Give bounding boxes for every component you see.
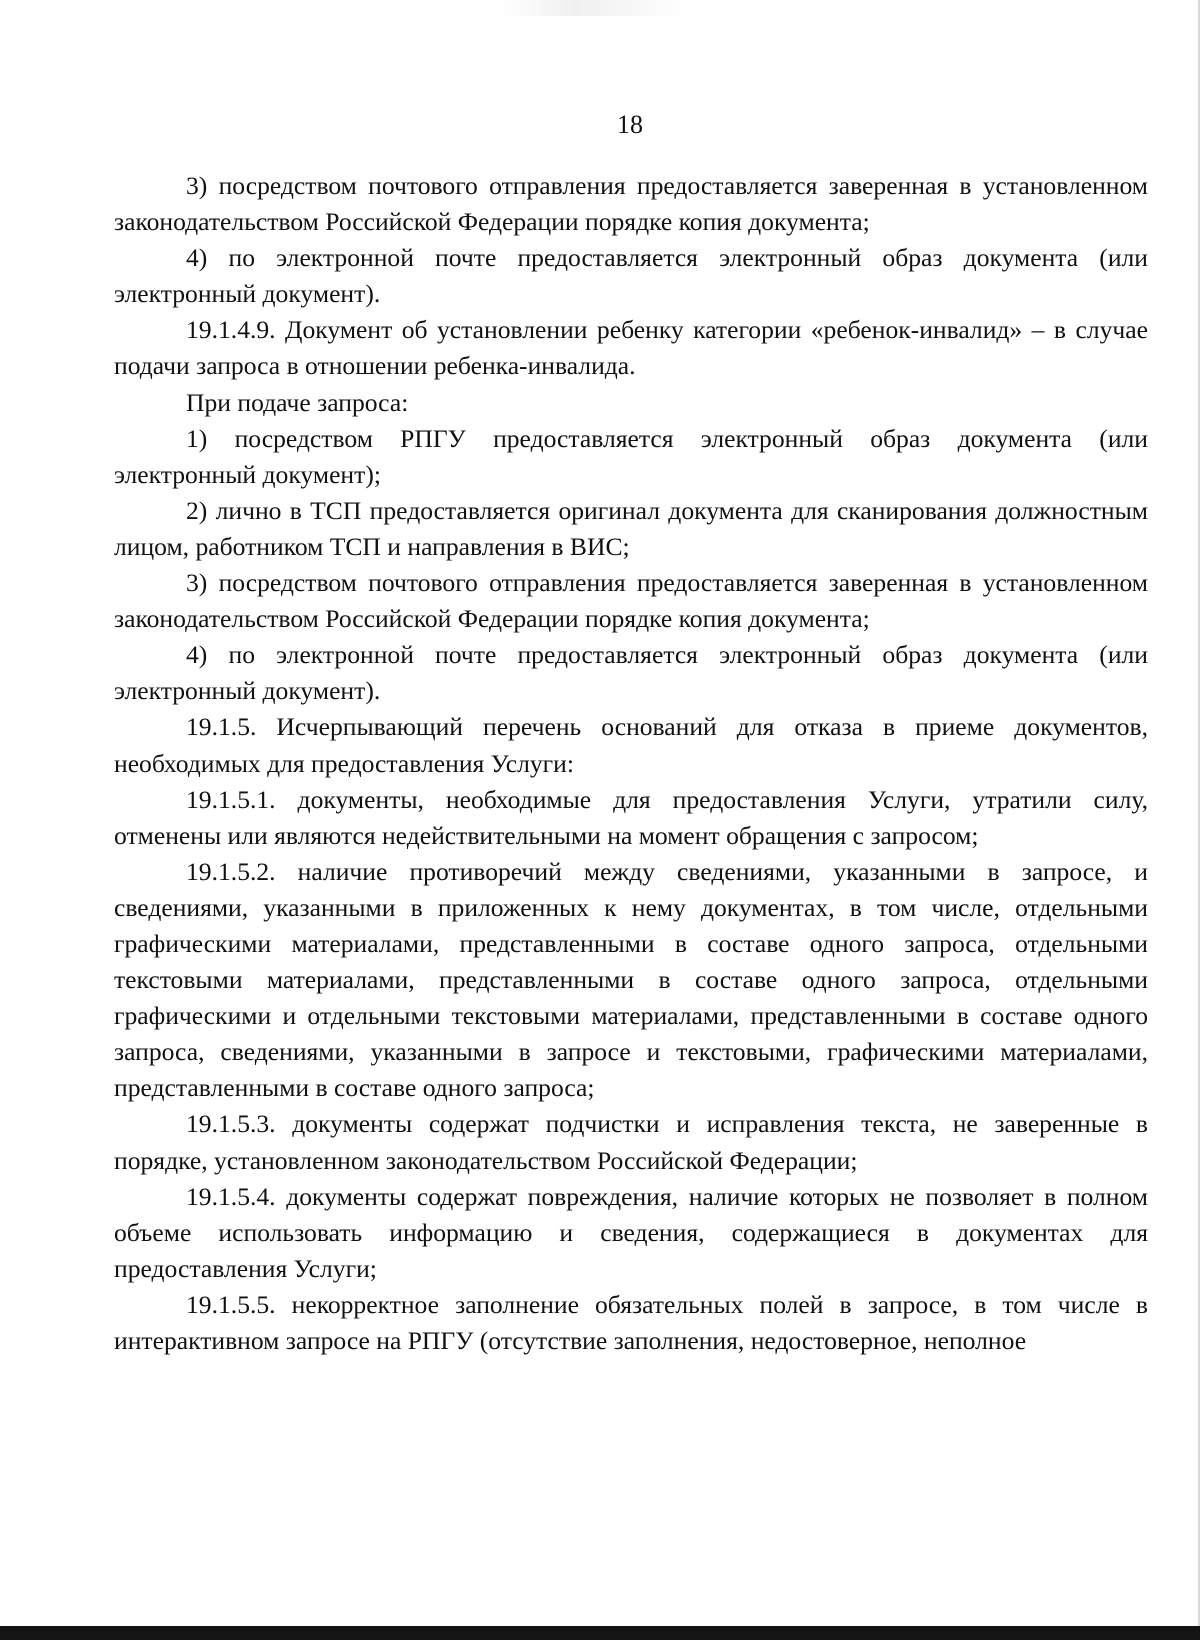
paragraph: 2) лично в ТСП предоставляется оригинал документа для сканирования должностным лицом, работником ТСП и направления в ВИС; xyxy=(114,495,1148,561)
paragraph: 19.1.5.4. документы содержат повреждения, наличие которых не позволяет в полном объеме использовать информацию и сведения, содержащиеся в документах для предоставления Услуги; xyxy=(114,1181,1148,1283)
paragraph: 19.1.5.5. некорректное заполнение обязательных полей в запросе, в том числе в интерактивном запросе на РПГУ (отсутствие заполнения, недостоверное, неполное xyxy=(114,1289,1148,1355)
paragraph: 19.1.5. Исчерпывающий перечень оснований для отказа в приеме документов, необходимых для предоставления Услуги: xyxy=(114,712,1148,778)
scan-border xyxy=(0,1626,1200,1640)
paragraph: 19.1.5.3. документы содержат подчистки и исправления текста, не заверенные в порядке, установленном законодательством Российской Федерации; xyxy=(114,1109,1148,1175)
paragraph: 19.1.5.2. наличие противоречий между сведениями, указанными в запросе, и сведениями, указанными в приложенных к нему документах, в том числе, отдельными графическими материалами, представленными в составе одного запроса, отдельными текстовыми материалами, представленными в составе одного запроса, отдельными графическими и отдельными текстовыми материалами, представленными в составе одного запроса, сведениями, указанными в запросе и текстовыми, графическими материалами, представленными в составе одного запроса; xyxy=(114,856,1148,1103)
page-number: 18 xyxy=(617,110,643,139)
paragraph: 1) посредством РПГУ предоставляется электронный образ документа (или электронный документ); xyxy=(114,423,1148,489)
paragraph: 19.1.4.9. Документ об установлении ребенку категории «ребенок-инвалид» – в случае подачи запроса в отношении ребенка-инвалида. xyxy=(114,315,1148,381)
document-body xyxy=(114,168,1148,1359)
paragraph: 4) по электронной почте предоставляется электронный образ документа (или электронный документ). xyxy=(114,243,1148,309)
paragraph: 3) посредством почтового отправления предоставляется заверенная в установленном законодательством Российской Федерации порядке копия документа; xyxy=(114,568,1148,634)
paragraph: 19.1.5.1. документы, необходимые для предоставления Услуги, утратили силу, отменены или являются недействительными на момент обращения с запросом; xyxy=(114,784,1148,850)
paragraph: 3) посредством почтового отправления предоставляется заверенная в установленном законодательством Российской Федерации порядке копия документа; xyxy=(114,171,1148,237)
paragraph: 4) по электронной почте предоставляется электронный образ документа (или электронный документ). xyxy=(114,640,1148,706)
paragraph: При подаче запроса: xyxy=(186,387,409,417)
scan-artifact xyxy=(500,0,690,16)
